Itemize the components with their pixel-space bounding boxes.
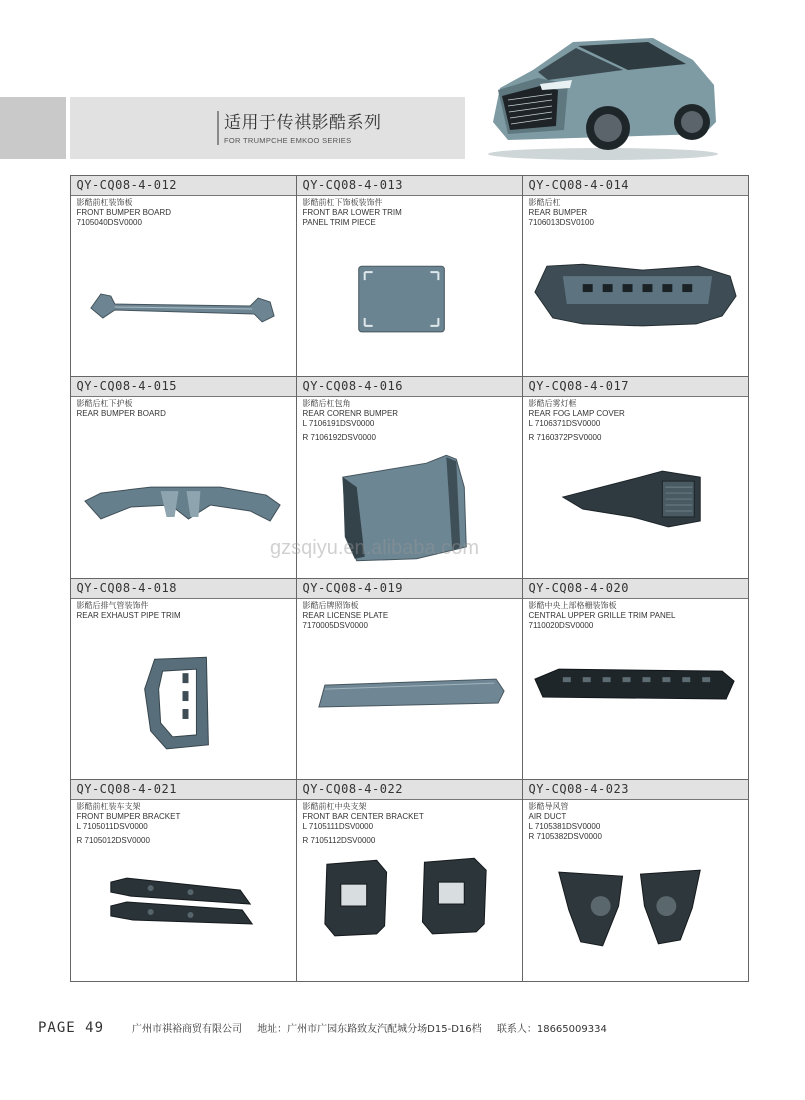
product-name-en: FRONT BUMPER BRACKET: [76, 812, 181, 821]
product-part-number-left: L 7106371DSV0000: [528, 419, 601, 428]
product-card[interactable]: [70, 175, 297, 378]
bumper-bracket-icon: [71, 850, 296, 974]
catalog-subtitle: FOR TRUMPCHE EMKOO SERIES: [224, 136, 352, 145]
product-name-en: AIR DUCT: [528, 812, 567, 821]
product-description: [71, 196, 296, 228]
grille-trim-panel-icon: [523, 649, 748, 773]
product-name-cn: 影酷中央上部格栅装饰板: [528, 600, 617, 610]
product-code: QY-CQ08-4-014: [523, 176, 748, 196]
product-name-cn: 影酷后杠下护板: [76, 399, 133, 408]
rear-bumper-icon: [523, 246, 748, 370]
product-name-cn: 影酷前杠下饰板装饰件: [302, 197, 383, 207]
product-name-cn: 影酷后雾灯框: [528, 399, 577, 408]
product-description: [297, 397, 522, 443]
product-code: QY-CQ08-4-019: [297, 579, 522, 599]
product-name-en: FRONT BAR CENTER BRACKET: [302, 812, 424, 821]
product-name-cn: 影酷后杠: [528, 197, 561, 207]
product-part-number-right: R 7105012DSV0000: [76, 836, 150, 845]
rear-bumper-board-icon: [71, 447, 296, 571]
license-plate-trim-icon: [297, 649, 522, 773]
product-name-en: REAR LICENSE PLATE: [302, 610, 389, 620]
product-description: [71, 800, 296, 846]
footer-contact-info: [132, 1020, 619, 1035]
product-name-cn: 影酷后排气管装饰件: [76, 600, 149, 610]
page-number: PAGE 49: [38, 1020, 105, 1036]
product-name-en: FRONT BAR LOWER TRIM: [302, 207, 402, 217]
catalog-title: 适用于传祺影酷系列: [224, 113, 382, 133]
product-description: [523, 397, 748, 443]
product-name-en: REAR BUMPER: [528, 207, 588, 217]
product-card[interactable]: [70, 376, 297, 579]
company-name: 广州市祺裕商贸有限公司: [132, 1024, 242, 1035]
product-card[interactable]: [522, 376, 749, 579]
product-card[interactable]: [70, 578, 297, 781]
product-code: QY-CQ08-4-013: [297, 176, 522, 196]
company-address: 地址：广州市广园东路致友汽配城分场D15-D16档: [257, 1024, 482, 1035]
product-description: [523, 800, 748, 842]
product-code: QY-CQ08-4-023: [523, 780, 748, 800]
product-part-number-right: R 7105382DSV0000: [528, 832, 602, 841]
product-name-cn: 影酷后牌照饰板: [302, 600, 359, 610]
product-name-cn: 影酷导风管: [528, 802, 569, 811]
product-part-number-right: R 7160372PSV0000: [528, 433, 602, 442]
exhaust-pipe-trim-icon: [71, 649, 296, 773]
product-description: [71, 397, 296, 419]
front-bumper-board-icon: [71, 246, 296, 370]
air-duct-icon: [523, 850, 748, 974]
product-card[interactable]: [296, 779, 523, 982]
product-name-en: CENTRAL UPPER GRILLE TRIM PANEL: [528, 610, 676, 620]
product-card[interactable]: [70, 779, 297, 982]
fog-lamp-cover-icon: [523, 447, 748, 571]
product-name-cn: 影酷前杠装饰板: [76, 197, 133, 207]
product-code: QY-CQ08-4-020: [523, 579, 748, 599]
product-description: [523, 196, 748, 228]
product-description: [71, 599, 296, 621]
product-code: QY-CQ08-4-021: [71, 780, 296, 800]
product-part-number-right: R 7105112DSV0000: [302, 836, 376, 845]
product-card[interactable]: [522, 779, 749, 982]
product-part-number: 7105040DSV0000: [76, 217, 142, 227]
product-part-number-left: L 7105011DSV0000: [76, 822, 148, 831]
contact-phone: 联系人：18665009334: [496, 1024, 607, 1035]
product-code: QY-CQ08-4-018: [71, 579, 296, 599]
product-grid: [70, 175, 748, 981]
header-accent-block: [0, 97, 66, 159]
product-part-number-left: L 7106191DSV0000: [302, 419, 375, 428]
product-description: [297, 800, 522, 846]
car-image: [478, 30, 723, 162]
center-bracket-icon: [297, 850, 522, 974]
product-part-number: 7170005DSV0000: [302, 620, 368, 630]
product-name-en: REAR CORENR BUMPER: [302, 409, 399, 418]
product-description: [297, 196, 522, 228]
header-divider: [217, 111, 219, 145]
product-part-number-left: L 7105381DSV0000: [528, 822, 601, 831]
product-part-number: 7110020DSV0000: [528, 620, 594, 630]
product-name-cn: 影酷前杠中央支架: [302, 802, 367, 811]
product-card[interactable]: [296, 175, 523, 378]
product-code: QY-CQ08-4-015: [71, 377, 296, 397]
lower-trim-panel-icon: [297, 246, 522, 370]
product-card[interactable]: [522, 578, 749, 781]
product-name-en: FRONT BUMPER BOARD: [76, 207, 172, 217]
product-name-en: REAR FOG LAMP COVER: [528, 409, 625, 418]
product-code: QY-CQ08-4-022: [297, 780, 522, 800]
product-description: [297, 599, 522, 631]
product-name-en-2: PANEL TRIM PIECE: [302, 217, 376, 227]
product-name-cn: 影酷前杠装车支架: [76, 802, 141, 811]
product-part-number-right: R 7106192DSV0000: [302, 433, 376, 442]
product-card[interactable]: [522, 175, 749, 378]
product-card[interactable]: [296, 578, 523, 781]
product-code: QY-CQ08-4-017: [523, 377, 748, 397]
product-part-number-left: L 7105111DSV0000: [302, 822, 374, 831]
product-name-cn: 影酷后杠包角: [302, 399, 351, 408]
product-name-en: REAR BUMPER BOARD: [76, 409, 166, 418]
product-name-en: REAR EXHAUST PIPE TRIM: [76, 610, 181, 620]
product-code: QY-CQ08-4-016: [297, 377, 522, 397]
product-code: QY-CQ08-4-012: [71, 176, 296, 196]
product-description: [523, 599, 748, 631]
product-part-number: 7106013DSV0100: [528, 217, 594, 227]
watermark: gzsqiyu.en.alibaba.com: [270, 537, 480, 559]
